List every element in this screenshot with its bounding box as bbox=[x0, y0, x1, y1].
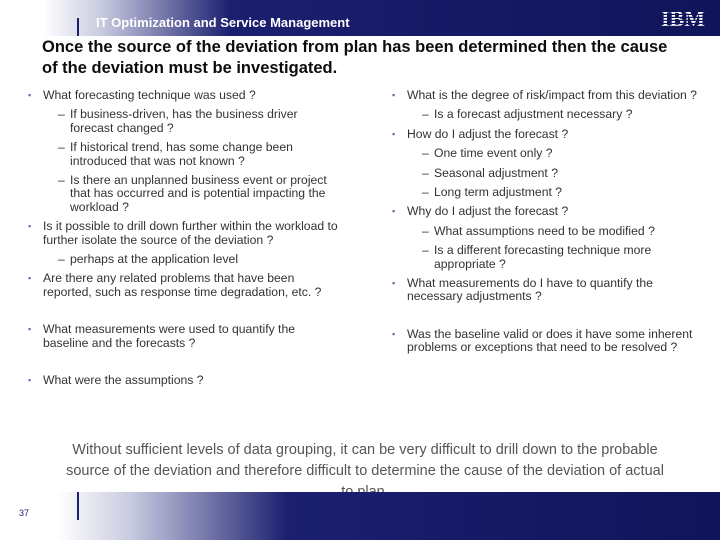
page-number: 37 bbox=[19, 508, 30, 518]
bullet-text: Was the baseline valid or does it have some inherent problems or exceptions that need to be resolved ? bbox=[407, 326, 693, 355]
bullet-item bbox=[28, 374, 340, 387]
sub-bullet-item: – Long term adjustment ? bbox=[422, 185, 563, 200]
sub-bullet-item: – One time event only ? bbox=[422, 146, 553, 161]
sub-bullet-text: Is there an unplanned business event or project that has occurred and is potential impacting the workload ? bbox=[70, 173, 327, 214]
bullet-text: What forecasting technique was used ? bbox=[43, 88, 256, 102]
bullet-text: What measurements were used to quantify the baseline and the forecasts ? bbox=[43, 322, 296, 350]
footer-bar bbox=[0, 492, 720, 540]
ibm-logo bbox=[656, 6, 710, 30]
header-title: IT Optimization and Service Management bbox=[96, 15, 350, 30]
svg-text:IBM: IBM bbox=[661, 6, 705, 30]
sub-bullet-text: Seasonal adjustment ? bbox=[434, 165, 558, 180]
sub-bullet-item: – If historical trend, has some change been introduced that was not known ? bbox=[58, 140, 293, 168]
bullet-text: Is it possible to drill down further within the workload to further isolate the source of the deviation ? bbox=[43, 219, 338, 247]
bullet-item bbox=[28, 272, 340, 299]
bullet-text: Why do I adjust the forecast ? bbox=[407, 204, 569, 219]
sub-bullet-text: If historical trend, has some change been introduced that was not known ? bbox=[70, 140, 293, 168]
bullet-item bbox=[392, 89, 704, 102]
bullet-text: What measurements do I have to quantify the necessary adjustments ? bbox=[407, 276, 653, 304]
footer-divider bbox=[77, 492, 79, 520]
sub-bullet-text: One time event only ? bbox=[434, 146, 553, 161]
bullet-item bbox=[392, 205, 704, 218]
sub-bullet-text: perhaps at the application level bbox=[70, 252, 239, 267]
bullet-item bbox=[392, 128, 704, 141]
sub-bullet-text: If business-driven, has the business driver forecast changed ? bbox=[70, 107, 298, 135]
sub-bullet-item: – perhaps at the application level bbox=[58, 252, 239, 267]
bullet-text: How do I adjust the forecast ? bbox=[407, 126, 569, 141]
sub-bullet-item: – Is there an unplanned business event or project that has occurred and is potential impacting the workload ? bbox=[58, 173, 327, 214]
sub-bullet-item: – Is a different forecasting technique more appropriate ? bbox=[422, 243, 652, 271]
bullet-item bbox=[392, 328, 704, 355]
sub-bullet-item: – Is a forecast adjustment necessary ? bbox=[422, 107, 633, 122]
sub-bullet-item: – Seasonal adjustment ? bbox=[422, 165, 558, 180]
slide-title: Once the source of the deviation from plan has been determined then the cause of the deviation must be investigated. bbox=[42, 38, 668, 77]
right-question-column bbox=[392, 89, 704, 355]
sub-bullet-item: – What assumptions need to be modified ? bbox=[422, 223, 655, 238]
left-question-column bbox=[28, 89, 340, 388]
bullet-item bbox=[28, 89, 340, 102]
sub-bullet-text: Is a forecast adjustment necessary ? bbox=[434, 107, 633, 122]
bullet-item bbox=[28, 220, 340, 247]
sub-bullet-text: What assumptions need to be modified ? bbox=[434, 223, 655, 238]
sub-bullet-text: Is a different forecasting technique more appropriate ? bbox=[434, 243, 652, 271]
bullet-text: What is the degree of risk/impact from this deviation ? bbox=[407, 88, 697, 102]
header-divider bbox=[77, 18, 79, 36]
conclusion-text: Without sufficient levels of data grouping, it can be very difficult to drill down to the probable source of the deviation and therefore difficult to determine the cause of the deviation of actual bbox=[66, 442, 664, 479]
bullet-item bbox=[392, 277, 704, 304]
bullet-text: Are there any related problems that have been reported, such as response time degradation, etc. ? bbox=[43, 271, 322, 299]
sub-bullet-item: – If business-driven, has the business driver forecast changed ? bbox=[58, 107, 298, 135]
bullet-text: What were the assumptions ? bbox=[43, 373, 204, 388]
bullet-item bbox=[28, 323, 340, 350]
sub-bullet-text: Long term adjustment ? bbox=[434, 185, 563, 200]
